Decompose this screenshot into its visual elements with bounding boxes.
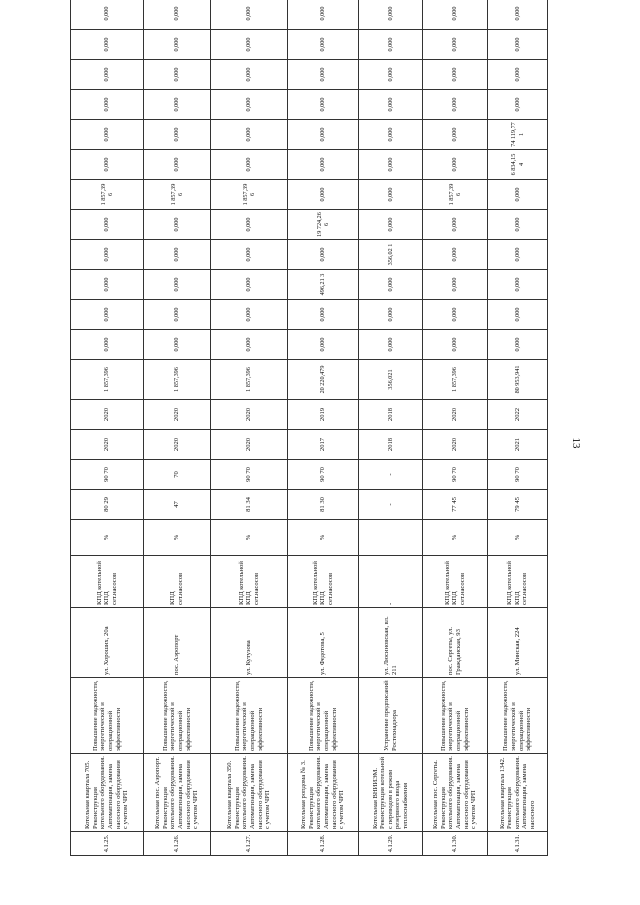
unit-cell: %: [288, 520, 359, 556]
value-after-cell: -: [359, 460, 423, 490]
amount-cell: 1 857,396: [144, 360, 211, 400]
amount-cell: 0,000: [288, 90, 359, 120]
object-name-cell: Котельная квартала 1342. Реконструкция котельного оборудования. Автоматизация, замена насосного: [488, 754, 548, 832]
unit-cell: %: [488, 520, 548, 556]
amount-cell: 496,21 3: [288, 270, 359, 300]
year-end-cell: 2022: [488, 400, 548, 430]
value-before-cell: 81 34: [211, 490, 288, 520]
page-number: 13: [570, 437, 582, 449]
amount-cell: 0,000: [288, 60, 359, 90]
amount-cell: 0,000: [488, 60, 548, 90]
table-row: [359, 0, 423, 856]
unit-cell: %: [211, 520, 288, 556]
amount-cell: 19 724,26 6: [288, 210, 359, 240]
amount-cell: 1 857,39 6: [423, 180, 488, 210]
amount-cell: 1 857,39 6: [144, 180, 211, 210]
table-row: [71, 0, 144, 856]
object-name-cell: Котельная пос. Сергеты. Реконструкция котельного оборудования. Автоматизация, замена насосного оборудования с учетом ЧРП: [423, 754, 488, 832]
year-start-cell: 2018: [359, 430, 423, 460]
amount-cell: 0,000: [423, 90, 488, 120]
rotated-table-wrapper: [70, 6, 547, 856]
unit-cell: [359, 520, 423, 556]
amount-cell: 0,000: [144, 330, 211, 360]
table-row: [488, 0, 548, 856]
amount-cell: 0,000: [288, 240, 359, 270]
amount-cell: 0,000: [144, 300, 211, 330]
indicator-cell: КПД котельной КПД сет.насосов: [211, 556, 288, 608]
amount-cell: 0,000: [359, 270, 423, 300]
amount-cell: 1 857,39 6: [71, 180, 144, 210]
amount-cell: 0,000: [211, 60, 288, 90]
amount-cell: 0,000: [488, 240, 548, 270]
amount-cell: 0,000: [423, 270, 488, 300]
value-before-cell: 77 45: [423, 490, 488, 520]
goal-cell: Повышение надежности, энергетической и операционной эффективности: [488, 678, 548, 754]
amount-cell: 0,000: [211, 120, 288, 150]
amount-cell: 0,000: [488, 30, 548, 60]
year-start-cell: 2021: [488, 430, 548, 460]
address-cell: ул. Хороших, 20а: [71, 608, 144, 678]
amount-cell: 356,021: [359, 360, 423, 400]
amount-cell: 1 857,396: [71, 360, 144, 400]
amount-cell: 0,000: [288, 300, 359, 330]
goal-cell: Повышение надежности, энергетической и операционной эффективности: [144, 678, 211, 754]
amount-cell: 0,000: [423, 240, 488, 270]
amount-cell: 0,000: [359, 120, 423, 150]
year-start-cell: 2020: [211, 430, 288, 460]
indicator-cell: КПД котельной КПД сет.насосов: [423, 556, 488, 608]
indicator-cell: КПД сет.насосов: [144, 556, 211, 608]
amount-cell: 0,000: [211, 210, 288, 240]
amount-cell: 0,000: [288, 0, 359, 30]
amount-cell: 0,000: [71, 30, 144, 60]
amount-cell: 0,000: [288, 30, 359, 60]
year-start-cell: 2020: [71, 430, 144, 460]
goal-cell: Повышение надежности, энергетической и операционной эффективности: [288, 678, 359, 754]
value-before-cell: 47: [144, 490, 211, 520]
value-after-cell: 70: [144, 460, 211, 490]
unit-cell: %: [144, 520, 211, 556]
amount-cell: 0,000: [211, 90, 288, 120]
object-name-cell: Котельная пос. Аэропорт. Реконструкция котельного оборудования. Автоматизация, замена насосного оборудования с учетом ЧРП: [144, 754, 211, 832]
row-code-cell: 4.1.28.: [288, 832, 359, 856]
row-code-cell: 4.1.25.: [71, 832, 144, 856]
year-end-cell: 2020: [144, 400, 211, 430]
goal-cell: Повышение надежности, энергетической и операционной эффективности: [423, 678, 488, 754]
amount-cell: 0,000: [423, 210, 488, 240]
amount-cell: 0,000: [211, 150, 288, 180]
object-name-cell: Котельная ВНИИЭМ. Реконструкция котельной с переводом в режим резервного ввода теплоснабжения: [359, 754, 423, 832]
amount-cell: 0,000: [423, 60, 488, 90]
amount-cell: 0,000: [359, 60, 423, 90]
amount-cell: 0,000: [71, 210, 144, 240]
amount-cell: 1 857,396: [211, 360, 288, 400]
address-cell: ул. Минская, 224: [488, 608, 548, 678]
amount-cell: 0,000: [211, 330, 288, 360]
amount-cell: 0,000: [144, 270, 211, 300]
table-row: [288, 0, 359, 856]
goal-cell: Повышение надежности, энергетической и операционной эффективности: [211, 678, 288, 754]
amount-cell: 0,000: [211, 300, 288, 330]
amount-cell: 0,000: [359, 0, 423, 30]
amount-cell: 0,000: [211, 270, 288, 300]
amount-cell: 0,000: [144, 0, 211, 30]
amount-cell: 0,000: [71, 330, 144, 360]
amount-cell: 0,000: [359, 90, 423, 120]
amount-cell: 6 834,15 4: [488, 150, 548, 180]
object-name-cell: Котельная ропдома № 3. Реконструкция котельного оборудования. Автоматизация, замена насосного оборудования с учетом ЧРП: [288, 754, 359, 832]
amount-cell: 0,000: [359, 210, 423, 240]
amount-cell: 0,000: [488, 270, 548, 300]
amount-cell: 0,000: [71, 300, 144, 330]
table-row: [144, 0, 211, 856]
amount-cell: 0,000: [71, 120, 144, 150]
amount-cell: 0,000: [71, 240, 144, 270]
address-cell: ул. Кутузова: [211, 608, 288, 678]
row-code-cell: 4.1.30.: [423, 832, 488, 856]
amount-cell: 0,000: [423, 120, 488, 150]
amount-cell: 1 857,39 6: [211, 180, 288, 210]
amount-cell: 0,000: [211, 30, 288, 60]
year-start-cell: 2020: [144, 430, 211, 460]
amount-cell: 0,000: [359, 300, 423, 330]
value-after-cell: 90 70: [211, 460, 288, 490]
object-name-cell: Котельная квартала 705. Реконструкция котельного оборудования. Автоматизация, замена насосного оборудования с учетом ЧРП: [71, 754, 144, 832]
object-name-cell: Котельная квартала 350. Реконструкция котельного оборудования. Автоматизация, замена насосного оборудования с учетом ЧРП: [211, 754, 288, 832]
year-start-cell: 2020: [423, 430, 488, 460]
amount-cell: 74 119,77 1: [488, 120, 548, 150]
amount-cell: 0,000: [71, 0, 144, 30]
unit-cell: %: [71, 520, 144, 556]
amount-cell: 0,000: [144, 240, 211, 270]
year-start-cell: 2017: [288, 430, 359, 460]
amount-cell: 0,000: [359, 330, 423, 360]
amount-cell: 0,000: [488, 0, 548, 30]
amount-cell: 0,000: [288, 180, 359, 210]
goal-cell: Устранение предписаний Ростехнадзора: [359, 678, 423, 754]
amount-cell: 0,000: [211, 240, 288, 270]
address-cell: ул. Люсиновская, вл. 211: [359, 608, 423, 678]
unit-cell: %: [423, 520, 488, 556]
row-code-cell: 4.1.27.: [211, 832, 288, 856]
amount-cell: 0,000: [288, 330, 359, 360]
amount-cell: 0,000: [144, 150, 211, 180]
year-end-cell: 2020: [423, 400, 488, 430]
amount-cell: 0,000: [423, 300, 488, 330]
year-end-cell: 2018: [359, 400, 423, 430]
amount-cell: 0,000: [423, 150, 488, 180]
amount-cell: 0,000: [423, 330, 488, 360]
amount-cell: 1 857,396: [423, 360, 488, 400]
amount-cell: 0,000: [144, 90, 211, 120]
value-after-cell: 90 70: [423, 460, 488, 490]
amount-cell: 0,000: [144, 60, 211, 90]
amount-cell: 0,000: [488, 180, 548, 210]
value-before-cell: 79 45: [488, 490, 548, 520]
amount-cell: 0,000: [423, 0, 488, 30]
table-row: [423, 0, 488, 856]
value-before-cell: 81 30: [288, 490, 359, 520]
goal-cell: Повышение надежности, энергетической и операционной эффективности: [71, 678, 144, 754]
amount-cell: 0,000: [211, 0, 288, 30]
value-before-cell: -: [359, 490, 423, 520]
amount-cell: 0,000: [144, 120, 211, 150]
amount-cell: 0,000: [488, 210, 548, 240]
row-code-cell: 4.1.29.: [359, 832, 423, 856]
amount-cell: 0,000: [423, 30, 488, 60]
address-cell: ул. Федотова, 5: [288, 608, 359, 678]
amount-cell: 0,000: [488, 90, 548, 120]
amount-cell: 0,000: [144, 210, 211, 240]
amount-cell: 0,000: [288, 150, 359, 180]
amount-cell: 0,000: [71, 60, 144, 90]
value-after-cell: 90 70: [488, 460, 548, 490]
address-cell: пос. Аэропорт: [144, 608, 211, 678]
value-after-cell: 90 70: [288, 460, 359, 490]
indicator-cell: КПД котельной КПД сет.насосов: [488, 556, 548, 608]
year-end-cell: 2020: [211, 400, 288, 430]
amount-cell: 0,000: [288, 120, 359, 150]
value-after-cell: 90 70: [71, 460, 144, 490]
amount-cell: 20 220,479: [288, 360, 359, 400]
amount-cell: 0,000: [71, 150, 144, 180]
year-end-cell: 2020: [71, 400, 144, 430]
amount-cell: 0,000: [144, 30, 211, 60]
amount-cell: 0,000: [71, 270, 144, 300]
amount-cell: 0,000: [488, 300, 548, 330]
amount-cell: 356,02 1: [359, 240, 423, 270]
indicator-cell: КПД котельной КПД сет.насосов: [71, 556, 144, 608]
amount-cell: 0,000: [359, 30, 423, 60]
row-code-cell: 4.1.31.: [488, 832, 548, 856]
year-end-cell: 2019: [288, 400, 359, 430]
amount-cell: 0,000: [71, 90, 144, 120]
amount-cell: 0,000: [359, 150, 423, 180]
table-row: [211, 0, 288, 856]
indicator-cell: -: [359, 556, 423, 608]
address-cell: пос. Сергеты, ул. Гражданская, 93: [423, 608, 488, 678]
value-before-cell: 80 29: [71, 490, 144, 520]
amount-cell: 80 953,941: [488, 360, 548, 400]
row-code-cell: 4.1.26.: [144, 832, 211, 856]
amount-cell: 0,000: [488, 330, 548, 360]
amount-cell: 0,000: [359, 180, 423, 210]
indicator-cell: КПД котельной КПД сет.насосов: [288, 556, 359, 608]
investment-program-table: [70, 0, 548, 856]
